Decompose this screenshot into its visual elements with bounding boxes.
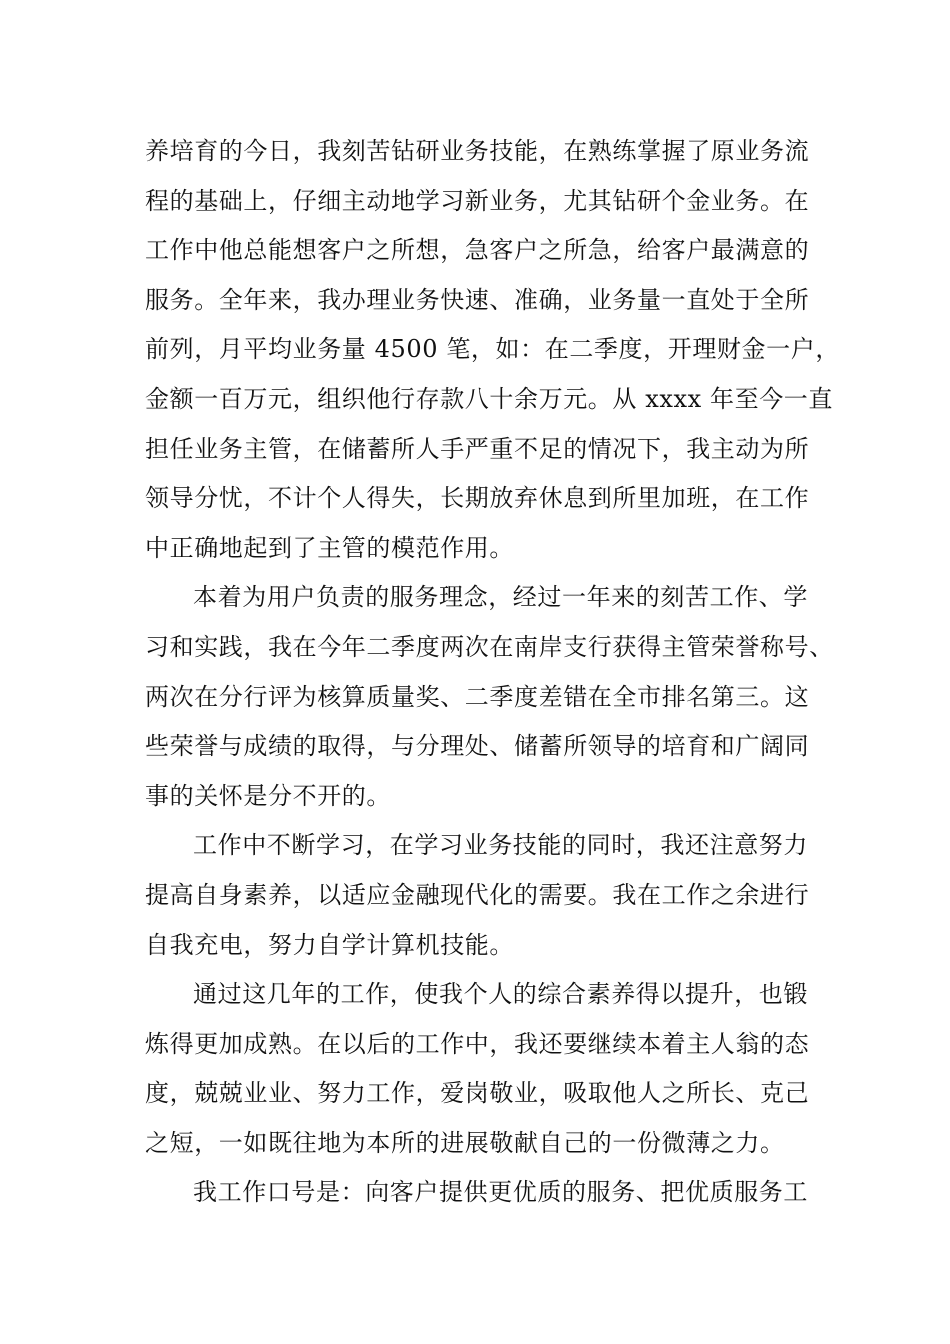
text-line: 自我充电，努力自学计算机技能。 [145,930,514,959]
text-line: 提高自身素养，以适应金融现代化的需要。我在工作之余进行 [145,880,810,909]
text-line: 事的关怀是分不开的。 [145,781,391,810]
text-line: 炼得更加成熟。在以后的工作中，我还要继续本着主人翁的态 [145,1029,810,1058]
paragraph-start-line: 本着为用户负责的服务理念，经过一年来的刻苦工作、学 [193,583,808,612]
text-line: 服务。全年来，我办理业务快速、准确，业务量一直处于全所 [145,285,810,314]
document-body [145,127,840,1218]
paragraph-start-line: 我工作口号是：向客户提供更优质的服务、把优质服务工 [193,1178,808,1207]
text-line: 程的基础上，仔细主动地学习新业务，尤其钻研个金业务。在 [145,186,810,215]
text-line: 领导分忧，不计个人得失，长期放弃休息到所里加班，在工作 [145,484,810,513]
text-line: 前列，月平均业务量 4500 笔，如：在二季度，开理财金一户， [145,335,840,364]
text-line: 习和实践，我在今年二季度两次在南岸支行获得主管荣誉称号、 [145,632,834,661]
text-line: 些荣誉与成绩的取得，与分理处、储蓄所领导的培育和广阔同 [145,732,810,761]
text-line: 两次在分行评为核算质量奖、二季度差错在全市排名第三。这 [145,682,810,711]
text-line: 担任业务主管，在储蓄所人手严重不足的情况下，我主动为所 [145,434,810,463]
text-line: 金额一百万元，组织他行存款八十余万元。从 xxxx 年至今一直 [145,384,833,413]
paragraph-start-line: 通过这几年的工作，使我个人的综合素养得以提升，也锻 [193,980,808,1009]
text-line: 养培育的今日，我刻苦钻研业务技能，在熟练掌握了原业务流 [145,137,810,165]
text-line: 中正确地起到了主管的模范作用。 [145,533,514,562]
text-line: 工作中他总能想客户之所想，急客户之所急，给客户最满意的 [145,236,810,265]
text-line: 度，兢兢业业、努力工作，爱岗敬业，吸取他人之所长、克己 [145,1079,810,1108]
text-line: 之短，一如既往地为本所的进展敬献自己的一份微薄之力。 [145,1128,785,1157]
paragraph-start-line: 工作中不断学习，在学习业务技能的同时，我还注意努力 [193,831,808,860]
